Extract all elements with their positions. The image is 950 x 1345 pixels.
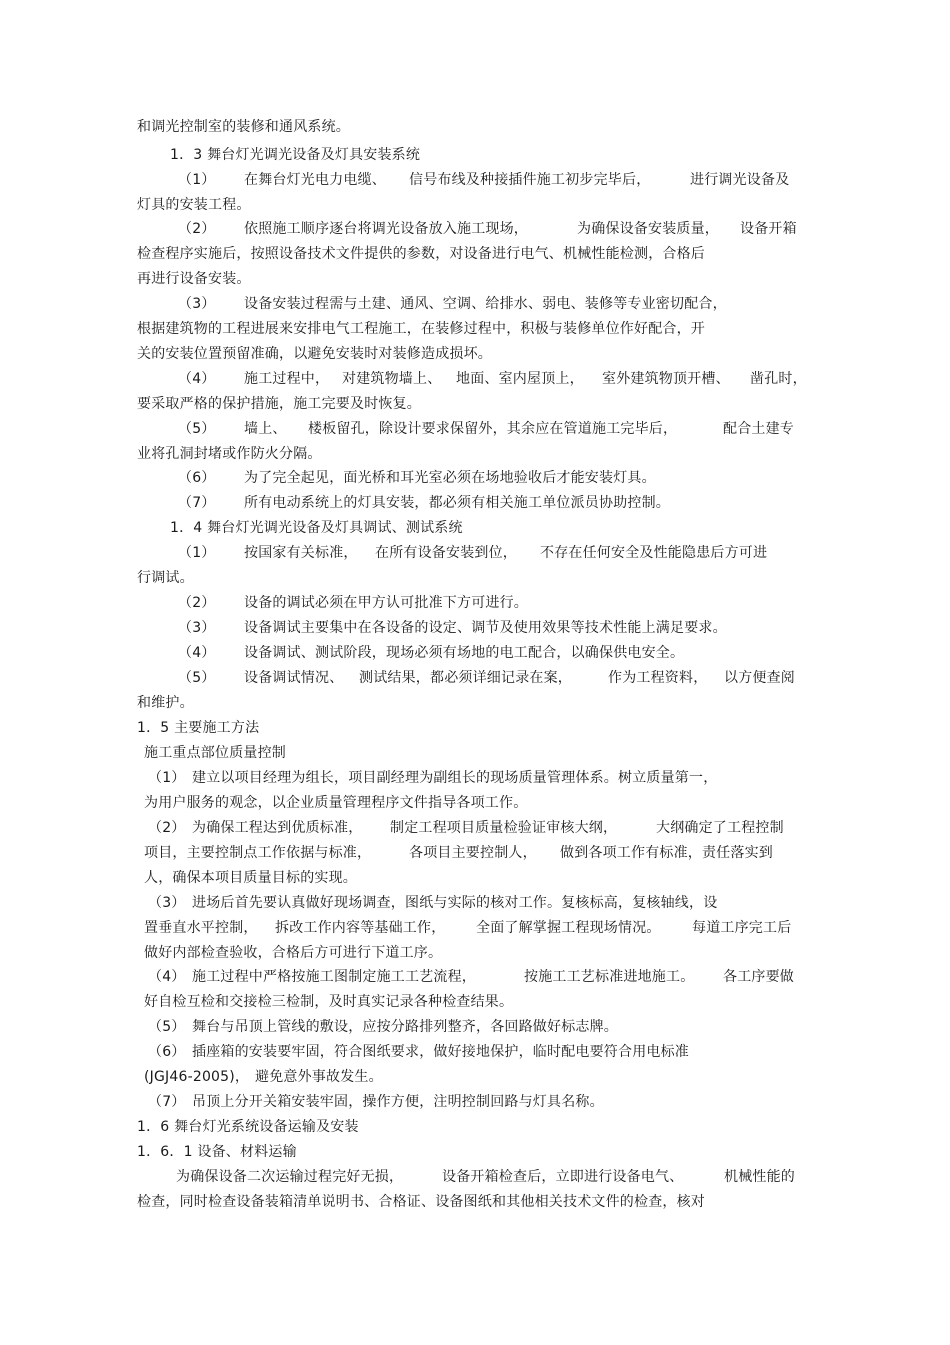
text-line-12-segment-3: 配合土建专: [723, 421, 794, 437]
text-line-39-segment-1: 吊顶上分开关箱安装牢固，操作方便，注明控制回路与灯具名称。: [192, 1094, 604, 1110]
text-line-22-segment-0: （5）: [178, 670, 216, 686]
text-line-15-segment-0: （7）: [178, 495, 216, 511]
text-line-12-segment-0: （5）: [178, 421, 216, 437]
text-line-39-segment-0: （7）: [148, 1094, 186, 1110]
text-line-17-segment-3: 不存在任何安全及性能隐患后方可进: [540, 545, 768, 561]
text-line-32-segment-0: 置垂直水平控制，: [144, 920, 258, 936]
text-line-34-segment-3: 各工序要做: [723, 969, 794, 985]
text-line-25-segment-0: 施工重点部位质量控制: [144, 745, 286, 761]
text-line-29-segment-1: 各项目主要控制人，: [409, 845, 537, 861]
text-line-14-segment-0: （6）: [178, 470, 216, 486]
text-line-0-segment-0: 和调光控制室的装修和通风系统。: [137, 119, 350, 135]
text-line-4-segment-2: 为确保设备安装质量，: [577, 221, 719, 237]
text-line-42-segment-0: 为确保设备二次运输过程完好无损，: [176, 1169, 404, 1185]
text-line-28-segment-1: 为确保工程达到优质标准，: [192, 820, 363, 836]
text-line-6-segment-0: 再进行设备安装。: [137, 271, 251, 287]
text-line-20-segment-0: （3）: [178, 620, 216, 636]
text-line-2-segment-3: 进行调光设备及: [690, 172, 790, 188]
text-line-37-segment-1: 插座箱的安装要牢固，符合图纸要求，做好接地保护，临时配电要符合用电标准: [192, 1044, 689, 1060]
text-line-22-segment-2: 测试结果，都必须详细记录在案，: [359, 670, 572, 686]
text-line-2-segment-0: （1）: [178, 172, 216, 188]
text-line-18-segment-0: 行调试。: [137, 570, 194, 586]
text-line-24-segment-0: 1．5 主要施工方法: [137, 720, 260, 736]
text-line-4-segment-0: （2）: [178, 221, 216, 237]
text-line-28-segment-0: （2）: [148, 820, 186, 836]
text-line-10-segment-2: 对建筑物墙上、: [342, 371, 442, 387]
text-line-15-segment-1: 所有电动系统上的灯具安装，都必须有相关施工单位派员协助控制。: [244, 495, 670, 511]
text-line-17-segment-0: （1）: [178, 545, 216, 561]
text-line-33-segment-0: 做好内部检查验收，合格后方可进行下道工序。: [144, 945, 443, 961]
text-line-34-segment-0: （4）: [148, 969, 186, 985]
text-line-32-segment-1: 拆改工作内容等基础工作，: [275, 920, 446, 936]
text-line-5-segment-0: 检查程序实施后，按照设备技术文件提供的参数，对设备进行电气、机械性能检测，合格后: [137, 246, 705, 262]
text-line-42-segment-1: 设备开箱检查后，立即进行设备电气、: [442, 1169, 684, 1185]
text-line-32-segment-3: 每道工序完工后: [692, 920, 792, 936]
text-line-7-segment-0: （3）: [178, 296, 216, 312]
text-line-1-segment-0: 1．3 舞台灯光调光设备及灯具安装系统: [170, 147, 421, 163]
text-line-34-segment-2: 按施工工艺标准进地施工。: [524, 969, 695, 985]
text-line-11-segment-0: 要采取严格的保护措施，施工完要及时恢复。: [137, 396, 421, 412]
text-line-17-segment-2: 在所有设备安装到位，: [375, 545, 517, 561]
text-line-34-segment-1: 施工过程中严格按施工图制定施工工艺流程，: [192, 969, 476, 985]
text-line-9-segment-0: 关的安装位置预留准确，以避免安装时对装修造成损坏。: [137, 346, 492, 362]
text-line-12-segment-2: 楼板留孔，除设计要求保留外，其余应在管道施工完毕后，: [308, 421, 678, 437]
text-line-10-segment-0: （4）: [178, 371, 216, 387]
text-line-19-segment-1: 设备的调试必须在甲方认可批准下方可进行。: [244, 595, 528, 611]
text-line-26-segment-1: 建立以项目经理为组长，项目副经理为副组长的现场质量管理体系。树立质量第一，: [192, 770, 718, 786]
text-line-28-segment-3: 大纲确定了工程控制: [656, 820, 784, 836]
text-line-13-segment-0: 业将孔洞封堵或作防火分隔。: [137, 446, 322, 462]
text-line-26-segment-0: （1）: [148, 770, 186, 786]
text-line-28-segment-2: 制定工程项目质量检验证审核大纲，: [390, 820, 618, 836]
text-line-31-segment-1: 进场后首先要认真做好现场调查，图纸与实际的核对工作。复核标高，复核轴线，设: [192, 895, 718, 911]
text-line-16-segment-0: 1．4 舞台灯光调光设备及灯具调试、测试系统: [170, 520, 463, 536]
text-line-4-segment-1: 依照施工顺序逐台将调光设备放入施工现场，: [244, 221, 528, 237]
text-line-36-segment-0: （5）: [148, 1019, 186, 1035]
text-line-10-segment-5: 凿孔时，: [750, 371, 807, 387]
text-line-10-segment-4: 室外建筑物顶开槽、: [602, 371, 730, 387]
text-line-17-segment-1: 按国家有关标准，: [244, 545, 358, 561]
text-line-2-segment-1: 在舞台灯光电力电缆、: [244, 172, 386, 188]
text-line-3-segment-0: 灯具的安装工程。: [137, 197, 251, 213]
text-line-8-segment-0: 根据建筑物的工程进展来安排电气工程施工，在装修过程中，积极与装修单位作好配合，开: [137, 321, 705, 337]
text-line-10-segment-1: 施工过程中，: [244, 371, 330, 387]
text-line-29-segment-0: 项目，主要控制点工作依据与标准，: [144, 845, 372, 861]
text-line-22-segment-1: 设备调试情况、: [244, 670, 344, 686]
text-line-29-segment-2: 做到各项工作有标准，责任落实到: [560, 845, 773, 861]
text-line-21-segment-0: （4）: [178, 645, 216, 661]
text-line-23-segment-0: 和维护。: [137, 695, 194, 711]
text-line-42-segment-2: 机械性能的: [724, 1169, 795, 1185]
text-line-31-segment-0: （3）: [148, 895, 186, 911]
text-line-43-segment-0: 检查，同时检查设备装箱清单说明书、合格证、设备图纸和其他相关技术文件的检查，核对: [137, 1194, 705, 1210]
text-line-14-segment-1: 为了完全起见，面光桥和耳光室必须在场地验收后才能安装灯具。: [244, 470, 656, 486]
text-line-35-segment-0: 好自检互检和交接检三检制，及时真实记录各种检查结果。: [144, 994, 514, 1010]
text-line-38-segment-0: (JGJ46-2005)，: [144, 1069, 250, 1085]
text-line-37-segment-0: （6）: [148, 1044, 186, 1060]
text-line-10-segment-3: 地面、室内屋顶上，: [456, 371, 584, 387]
text-line-4-segment-3: 设备开箱: [740, 221, 797, 237]
text-line-41-segment-0: 1．6．1 设备、材料运输: [137, 1144, 297, 1160]
text-line-38-segment-1: 避免意外事故发生。: [255, 1069, 383, 1085]
text-line-12-segment-1: 墙上、: [244, 421, 287, 437]
text-line-36-segment-1: 舞台与吊顶上管线的敷设，应按分路排列整齐，各回路做好标志牌。: [192, 1019, 618, 1035]
text-line-21-segment-1: 设备调试、测试阶段，现场必须有场地的电工配合，以确保供电安全。: [244, 645, 685, 661]
text-line-19-segment-0: （2）: [178, 595, 216, 611]
text-line-30-segment-0: 人，确保本项目质量目标的实现。: [144, 870, 357, 886]
text-line-27-segment-0: 为用户服务的观念，以企业质量管理程序文件指导各项工作。: [144, 795, 528, 811]
text-line-2-segment-2: 信号布线及种接插件施工初步完毕后，: [409, 172, 651, 188]
text-line-22-segment-3: 作为工程资料，: [608, 670, 708, 686]
text-line-20-segment-1: 设备调试主要集中在各设备的设定、调节及使用效果等技术性能上满足要求。: [244, 620, 727, 636]
text-line-7-segment-1: 设备安装过程需与土建、通风、空调、给排水、弱电、装修等专业密切配合，: [244, 296, 727, 312]
text-line-22-segment-4: 以方便查阅: [724, 670, 795, 686]
text-line-32-segment-2: 全面了解掌握工程现场情况。: [476, 920, 661, 936]
text-line-40-segment-0: 1．6 舞台灯光系统设备运输及安装: [137, 1119, 359, 1135]
